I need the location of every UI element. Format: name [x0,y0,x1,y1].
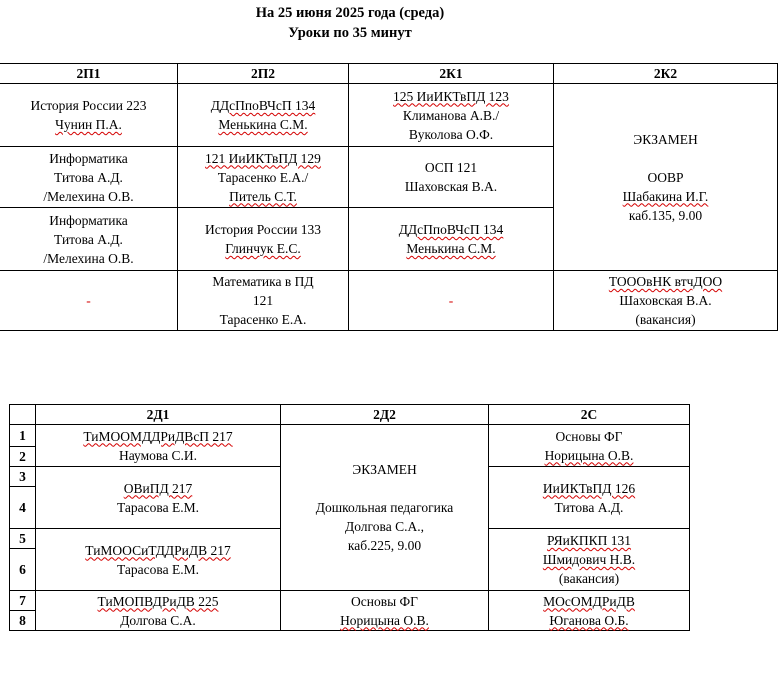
lesson-cell [0,208,178,271]
subject: ТиМОПВДРиДВ 225 [97,593,219,609]
subject: ИиИКТвПД 126 [542,480,636,496]
teacher: Климанова А.В./ [402,107,500,123]
lesson-cell [554,271,778,331]
lesson-number-header [10,405,36,425]
teacher: Долгова С.А. [120,612,196,628]
lesson-cell [36,529,281,591]
schedule-title: На 25 июня 2025 года (среда) [255,5,445,21]
group-header-2d1: 2Д1 [36,405,281,425]
teacher: Шаховская В.А. [619,293,712,308]
subject: ДДсПпоВЧсП 134 [398,222,504,237]
exam-subject: ООВР [647,169,684,185]
subject: 125 ИиИКТвПД 123 [393,88,509,104]
teacher: Вуколова О.Ф. [408,126,494,142]
empty-dash: - [448,293,454,308]
teacher: Шмидович Н.В. [542,552,636,567]
subject: Информатика [49,150,128,166]
subject: МОсОМДРиДВ [543,593,635,609]
exam-subject: Дошкольная педагогика [315,500,454,515]
lesson-cell [178,147,349,208]
teacher: Менькина С.М. [218,117,308,132]
lesson-cell [489,425,690,467]
exam-teacher: Долгова С.А., [345,519,424,534]
schedule-subtitle: Уроки по 35 минут [288,25,412,41]
teacher: /Мелехина О.В. [43,188,134,204]
empty-lesson-cell [349,271,554,331]
lesson-cell [489,529,690,591]
lesson-cell [349,147,554,208]
lesson-cell [178,208,349,271]
lesson-number: 1 [10,425,36,447]
subject: ТиМООМДДРиДВсП 217 [83,428,233,444]
subject: История России 223 [30,98,147,113]
subject: РЯиКПКП 131 [546,533,632,548]
lesson-number: 4 [10,487,36,529]
schedule-table-2 [9,404,690,631]
room: 121 [252,293,274,308]
group-header-2p1: 2П1 [0,64,178,84]
exam-room-time: каб.225, 9.00 [347,538,422,553]
lesson-cell [0,147,178,208]
teacher: Норицына О.В. [340,612,429,628]
group-header-2k1: 2К1 [349,64,554,84]
subject: Информатика [49,212,128,228]
group-header-2k2: 2К2 [554,64,778,84]
lesson-number: 2 [10,447,36,467]
lesson-cell [178,271,349,331]
empty-dash: - [86,293,91,308]
lesson-cell [36,591,281,631]
teacher: Тарасенко Е.А. [219,312,307,327]
teacher: Тарасова Е.М. [117,561,199,577]
teacher: Титова А.Д. [554,499,624,515]
teacher: Тарасенко Е.А./ [217,169,309,185]
lesson-cell [36,425,281,467]
group-header-2p2: 2П2 [178,64,349,84]
subject: История России 133 [204,222,322,237]
lesson-number: 6 [10,549,36,591]
teacher: Юганова О.Б. [549,612,629,628]
lesson-number: 3 [10,467,36,487]
teacher: Титова А.Д. [54,169,123,185]
exam-teacher: Шабакина И.Г. [622,188,709,204]
teacher: Титова А.Д. [54,231,123,247]
lesson-cell [349,84,554,147]
schedule-table-1-viewport [0,63,723,333]
subject: Математика в ПД [212,274,314,289]
exam-label: ЭКЗАМЕН [633,131,698,147]
lesson-cell [0,84,178,147]
note: (вакансия) [635,312,696,327]
subject: ДДсПпоВЧсП 134 [210,98,316,113]
teacher: Норицына О.В. [544,447,634,463]
subject: ТОООвНК втчДОО [608,274,723,289]
lesson-cell [36,467,281,529]
lesson-number: 8 [10,611,36,631]
lesson-number: 5 [10,529,36,549]
teacher: Глинчук Е.С. [225,241,301,256]
subject: Основы ФГ [350,593,418,609]
group-header-2s: 2С [489,405,690,425]
lesson-cell [489,591,690,631]
teacher: Тарасова Е.М. [117,499,199,515]
teacher: Наумова С.И. [119,447,197,463]
teacher: Питель С.Т. [229,188,297,204]
note: (вакансия) [558,571,620,586]
subject: Основы ФГ [555,428,623,444]
subject: 121 ИиИКТвПД 129 [205,150,321,166]
teacher: Чунин П.А. [55,117,122,132]
empty-lesson-cell [0,271,178,331]
lesson-cell [489,467,690,529]
teacher: Менькина С.М. [406,241,496,256]
schedule-table-1 [0,63,778,331]
exam-cell [281,425,489,591]
teacher: /Мелехина О.В. [43,250,134,266]
subject: ТиМООСиТДДРиДВ 217 [85,542,231,558]
teacher: Шаховская В.А. [404,179,498,194]
subject: ОВиПД 217 [123,480,193,496]
lesson-cell [281,591,489,631]
lesson-number: 7 [10,591,36,611]
group-header-2d2: 2Д2 [281,405,489,425]
exam-label: ЭКЗАМЕН [352,462,417,477]
exam-room-time: каб.135, 9.00 [628,207,703,223]
lesson-cell [349,208,554,271]
exam-cell [554,84,778,271]
subject: ОСП 121 [424,160,478,175]
lesson-cell [178,84,349,147]
